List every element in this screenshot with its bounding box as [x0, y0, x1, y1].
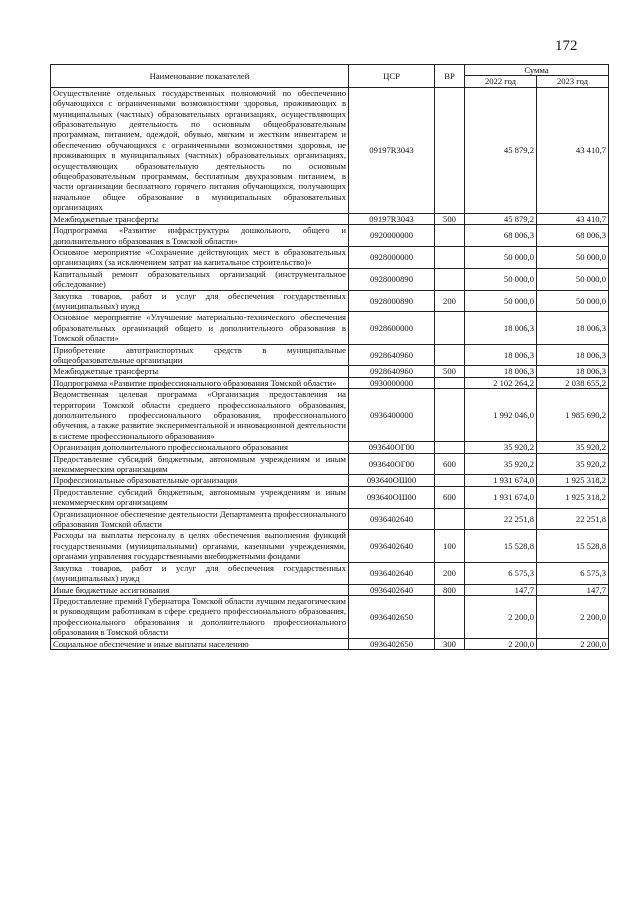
table-row [51, 486, 609, 508]
row-vr [435, 442, 465, 453]
row-sum-2022: 50 000,0 [465, 268, 537, 290]
table-row [51, 377, 609, 388]
row-sum-2022: 1 931 674,0 [465, 486, 537, 508]
row-sum-2022: 22 251,8 [465, 508, 537, 530]
row-csr: 0936402640 [349, 584, 435, 595]
row-csr: 0928640960 [349, 366, 435, 377]
row-name: Приобретение автотранспортных средств в муниципальные общеобразовательные организации [51, 344, 349, 366]
table-row [51, 246, 609, 268]
row-sum-2022: 45 879,2 [465, 87, 537, 213]
row-sum-2023: 1 985 690,2 [537, 389, 609, 442]
table-row [51, 530, 609, 562]
table-row [51, 475, 609, 486]
row-sum-2022: 18 006,3 [465, 344, 537, 366]
row-sum-2023: 15 528,8 [537, 530, 609, 562]
row-vr: 100 [435, 530, 465, 562]
row-sum-2023: 50 000,0 [537, 246, 609, 268]
table-row [51, 213, 609, 224]
row-sum-2023: 35 920,2 [537, 442, 609, 453]
row-sum-2023: 50 000,0 [537, 290, 609, 312]
row-sum-2022: 35 920,2 [465, 453, 537, 475]
table-row [51, 268, 609, 290]
table-row [51, 508, 609, 530]
row-csr: 09197R3043 [349, 87, 435, 213]
row-name: Закупка товаров, работ и услуг для обеспечения государственных (муниципальных) нужд [51, 562, 349, 584]
row-sum-2023: 147,7 [537, 584, 609, 595]
table-row [51, 584, 609, 595]
row-csr: 09197R3043 [349, 213, 435, 224]
row-vr [435, 344, 465, 366]
row-name: Предоставление субсидий бюджетным, автономным учреждениям и иным некоммерческим организациям [51, 453, 349, 475]
row-csr: 0928000000 [349, 246, 435, 268]
row-sum-2023: 18 006,3 [537, 312, 609, 344]
table-row [51, 595, 609, 638]
row-name: Закупка товаров, работ и услуг для обеспечения государственных (муниципальных) нужд [51, 290, 349, 312]
row-csr: 0930000000 [349, 377, 435, 388]
row-name: Расходы на выплаты персоналу в целях обеспечения выполнения функций государственными (муниципальными) органами, казенными учреждениями, органами управления государственными внебюджетными фондами [51, 530, 349, 562]
table-row [51, 389, 609, 442]
row-vr [435, 225, 465, 247]
row-vr: 600 [435, 453, 465, 475]
row-name: Организационное обеспечение деятельности Департамента профессионального образования Томской области [51, 508, 349, 530]
row-csr: 0928000890 [349, 290, 435, 312]
row-vr: 600 [435, 486, 465, 508]
row-sum-2022: 68 006,3 [465, 225, 537, 247]
row-vr [435, 377, 465, 388]
row-vr [435, 389, 465, 442]
row-csr: 0936402640 [349, 562, 435, 584]
row-sum-2022: 50 000,0 [465, 290, 537, 312]
row-sum-2022: 45 879,2 [465, 213, 537, 224]
header-2022: 2022 год [465, 76, 537, 87]
row-sum-2023: 43 410,7 [537, 87, 609, 213]
header-csr: ЦСР [349, 65, 435, 88]
row-csr: 0936400000 [349, 389, 435, 442]
row-csr: 0936402640 [349, 508, 435, 530]
table-row [51, 312, 609, 344]
row-name: Иные бюджетные ассигнования [51, 584, 349, 595]
row-name: Профессиональные образовательные организации [51, 475, 349, 486]
row-csr: 0936402650 [349, 595, 435, 638]
row-vr: 500 [435, 213, 465, 224]
table-row [51, 562, 609, 584]
header-sum: Сумма [465, 65, 609, 76]
row-sum-2022: 1 931 674,0 [465, 475, 537, 486]
row-vr: 200 [435, 290, 465, 312]
row-csr: 0936402650 [349, 638, 435, 649]
table-row [51, 638, 609, 649]
row-sum-2022: 18 006,3 [465, 312, 537, 344]
row-name: Социальное обеспечение и иные выплаты населению [51, 638, 349, 649]
table-row [51, 453, 609, 475]
row-name: Осуществление отдельных государственных полномочий по обеспечению обучающихся с ограниченными возможностями здоровья, проживающих в муниципальных (частных) образовательных организациях, осуществляющих образовательную деятельность по основным общеобразовательным программам, питанием, одеждой, обувью, мягким и жестким инвентарем и обеспечению обучающихся с ограниченными возможностями здоровья, не проживающих в муниципальных (частных) образовательных организациях, осуществляющих образовательную деятельность по основным общеобразовательным программам, бесплатным двухразовым питанием, в части организации бесплатного горячего питания обучающихся, получающих начальное общее образование в муниципальных образовательных организациях [51, 87, 349, 213]
table-row [51, 366, 609, 377]
row-sum-2023: 2 200,0 [537, 595, 609, 638]
row-csr: 093640ОГ00 [349, 453, 435, 475]
row-sum-2022: 15 528,8 [465, 530, 537, 562]
page-number: 172 [555, 38, 578, 54]
header-name: Наименование показателей [51, 65, 349, 88]
row-sum-2023: 50 000,0 [537, 268, 609, 290]
row-sum-2022: 2 200,0 [465, 638, 537, 649]
row-name: Межбюджетные трансферты [51, 366, 349, 377]
row-csr: 093640ОГ00 [349, 442, 435, 453]
row-sum-2023: 6 575,3 [537, 562, 609, 584]
row-sum-2023: 1 925 318,2 [537, 486, 609, 508]
row-vr [435, 246, 465, 268]
row-sum-2023: 18 006,3 [537, 344, 609, 366]
header-2023: 2023 год [537, 76, 609, 87]
row-sum-2022: 50 000,0 [465, 246, 537, 268]
table-row [51, 225, 609, 247]
row-csr: 093640ОШ00 [349, 486, 435, 508]
row-vr: 200 [435, 562, 465, 584]
row-vr [435, 312, 465, 344]
row-sum-2022: 2 200,0 [465, 595, 537, 638]
row-sum-2022: 2 102 264,2 [465, 377, 537, 388]
row-sum-2023: 68 006,3 [537, 225, 609, 247]
row-csr: 0928640960 [349, 344, 435, 366]
table-row [51, 87, 609, 213]
row-sum-2023: 35 920,2 [537, 453, 609, 475]
row-name: Предоставление субсидий бюджетным, автономным учреждениям и иным некоммерческим организациям [51, 486, 349, 508]
row-csr: 0936402640 [349, 530, 435, 562]
row-name: Межбюджетные трансферты [51, 213, 349, 224]
row-csr: 093640ОШ00 [349, 475, 435, 486]
row-sum-2023: 1 925 318,2 [537, 475, 609, 486]
row-vr: 800 [435, 584, 465, 595]
row-sum-2023: 2 038 655,2 [537, 377, 609, 388]
row-vr: 300 [435, 638, 465, 649]
row-name: Подпрограмма «Развитие профессионального образования Томской области» [51, 377, 349, 388]
table-row [51, 344, 609, 366]
row-sum-2022: 1 992 046,0 [465, 389, 537, 442]
row-sum-2022: 35 920,2 [465, 442, 537, 453]
row-name: Основное мероприятие «Улучшение материально-технического обеспечения образовательных организаций общего и дополнительного образования в Томской области» [51, 312, 349, 344]
row-vr [435, 268, 465, 290]
table-row [51, 290, 609, 312]
row-vr [435, 87, 465, 213]
row-sum-2022: 147,7 [465, 584, 537, 595]
row-sum-2023: 43 410,7 [537, 213, 609, 224]
row-name: Подпрограмма «Развитие инфраструктуры дошкольного, общего и дополнительного образования в Томской области» [51, 225, 349, 247]
row-vr [435, 508, 465, 530]
row-csr: 0920000000 [349, 225, 435, 247]
row-sum-2023: 22 251,8 [537, 508, 609, 530]
table-body [51, 87, 609, 649]
row-sum-2022: 18 006,3 [465, 366, 537, 377]
row-vr [435, 595, 465, 638]
budget-table [50, 64, 609, 650]
row-vr [435, 475, 465, 486]
row-sum-2023: 18 006,3 [537, 366, 609, 377]
row-sum-2022: 6 575,3 [465, 562, 537, 584]
row-name: Капитальный ремонт образовательных организаций (инструментальное обследование) [51, 268, 349, 290]
row-name: Организация дополнительного профессионального образования [51, 442, 349, 453]
row-csr: 0928000890 [349, 268, 435, 290]
header-vr: ВР [435, 65, 465, 88]
row-vr: 500 [435, 366, 465, 377]
row-name: Основное мероприятие «Сохранение действующих мест в образовательных организациях (за исключением затрат на капитальное строительство)» [51, 246, 349, 268]
table-row [51, 442, 609, 453]
row-sum-2023: 2 200,0 [537, 638, 609, 649]
row-name: Предоставление премий Губернатора Томской области лучшим педагогическим и руководящим работникам в сфере среднего профессионального образования, профессионального образования и дополнительного профессионального образования в Томской области [51, 595, 349, 638]
row-csr: 0928600000 [349, 312, 435, 344]
row-name: Ведомственная целевая программа «Организация предоставления на территории Томской области среднего профессионального образования, дополнительного профессионального образования, профессионального обучения, а также развитие экспериментальной и инновационной деятельности в системе профессионального образования» [51, 389, 349, 442]
